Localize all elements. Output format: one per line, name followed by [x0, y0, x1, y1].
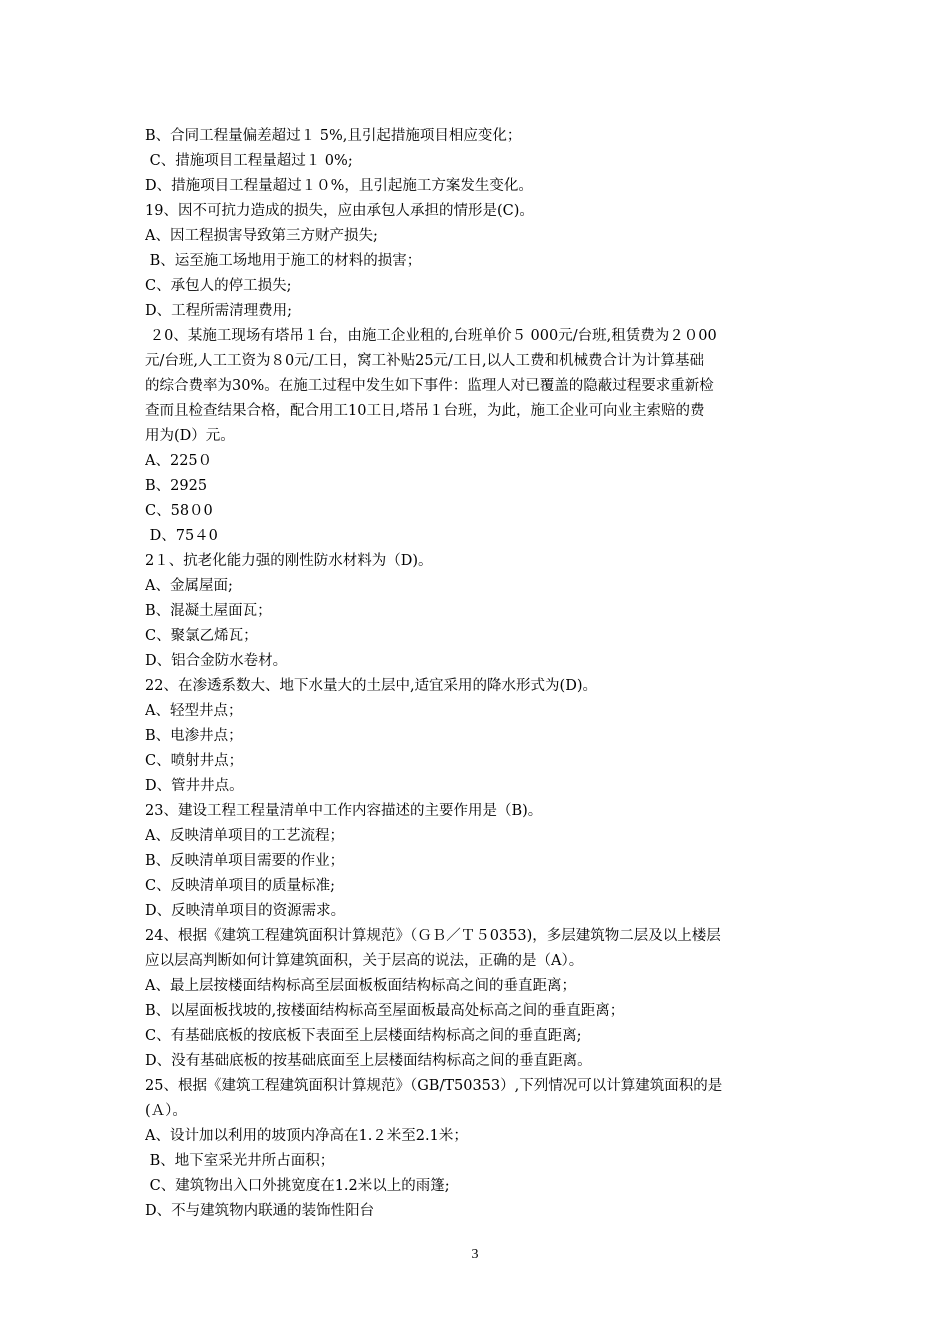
option-line: C、建筑物出入口外挑宽度在1.2米以上的雨篷; [145, 1178, 450, 1194]
option-line: B、电渗井点； [145, 728, 243, 744]
question-20-cont: 的综合费率为30%。在施工过程中发生如下事件：监理人对已覆盖的隐蔽过程要求重新检 [145, 378, 714, 394]
text-line: D、措施项目工程量超过１０%，且引起施工方案发生变化。 [145, 178, 533, 194]
question-20: ２0、某施工现场有塔吊１台，由施工企业租的,台班单价５ 000元/台班,租赁费为２０00 [145, 328, 717, 344]
option-line: A、225０ [145, 453, 213, 469]
option-line: C、承包人的停工损失; [145, 278, 292, 294]
question-20-cont: 查而且检查结果合格，配合用工10工日,塔吊１台班，为此，施工企业可向业主索赔的费 [145, 403, 705, 419]
question-24: 24、根据《建筑工程建筑面积计算规范》（ＧＢ／Ｔ５0353)，多层建筑物二层及以上楼层 [145, 928, 721, 944]
option-line: D、反映清单项目的资源需求。 [145, 903, 346, 919]
question-25: 25、根据《建筑工程建筑面积计算规范》（GB/T50353）,下列情况可以计算建筑面积的是 [145, 1078, 723, 1094]
option-line: C、聚氯乙烯瓦； [145, 628, 258, 644]
option-line: A、设计加以利用的坡顶内净高在1.２米至2.1米； [145, 1128, 468, 1144]
question-19: 19、因不可抗力造成的损失，应由承包人承担的情形是(C)。 [145, 203, 534, 219]
option-line: B、混凝土屋面瓦； [145, 603, 272, 619]
option-line: A、反映清单项目的工艺流程； [145, 828, 344, 844]
option-line: B、运至施工场地用于施工的材料的损害； [145, 253, 422, 269]
option-line: B、2925 [145, 478, 208, 494]
text-line: C、措施项目工程量超过１ 0%; [145, 153, 353, 169]
option-line: A、轻型井点； [145, 703, 243, 719]
option-line: C、58０0 [145, 503, 213, 519]
option-line: D、75４0 [145, 528, 218, 544]
question-20-cont: 用为(D）元。 [145, 428, 235, 444]
option-line: C、喷射井点； [145, 753, 244, 769]
option-line: A、金属屋面; [145, 578, 233, 594]
question-24-cont: 应以层高判断如何计算建筑面积，关于层高的说法，正确的是（A）。 [145, 953, 584, 969]
question-20-cont: 元/台班,人工工资为８0元/工日，窝工补贴25元/工日,以人工费和机械费合计为计算基础 [145, 353, 705, 369]
option-line: D、不与建筑物内联通的装饰性阳台 [145, 1203, 375, 1219]
option-line: B、以屋面板找坡的,按楼面结构标高至屋面板最高处标高之间的垂直距离； [145, 1003, 625, 1019]
option-line: D、没有基础底板的按基础底面至上层楼面结构标高之间的垂直距离。 [145, 1053, 592, 1069]
question-22: 22、在渗透系数大、地下水量大的土层中,适宜采用的降水形式为(D)。 [145, 678, 597, 694]
text-line: B、合同工程量偏差超过１ 5%,且引起措施项目相应变化； [145, 128, 522, 144]
option-line: D、管井井点。 [145, 778, 244, 794]
option-line: B、地下室采光井所占面积； [145, 1153, 335, 1169]
page-body-text [145, 124, 809, 1224]
option-line: D、工程所需清理费用; [145, 303, 293, 319]
question-23: 23、建设工程工程量清单中工作内容描述的主要作用是（B)。 [145, 803, 543, 819]
question-25-cont: (Ａ）。 [145, 1103, 187, 1119]
option-line: D、铝合金防水卷材。 [145, 653, 288, 669]
option-line: A、最上层按楼面结构标高至层面板板面结构标高之间的垂直距离； [145, 978, 576, 994]
option-line: A、因工程损害导致第三方财产损失; [145, 228, 378, 244]
option-line: B、反映清单项目需要的作业； [145, 853, 345, 869]
option-line: C、反映清单项目的质量标准; [145, 878, 335, 894]
page-number: 3 [471, 1247, 479, 1262]
option-line: C、有基础底板的按底板下表面至上层楼面结构标高之间的垂直距离; [145, 1028, 582, 1044]
question-21: 2１、抗老化能力强的刚性防水材料为（D)。 [145, 553, 433, 569]
